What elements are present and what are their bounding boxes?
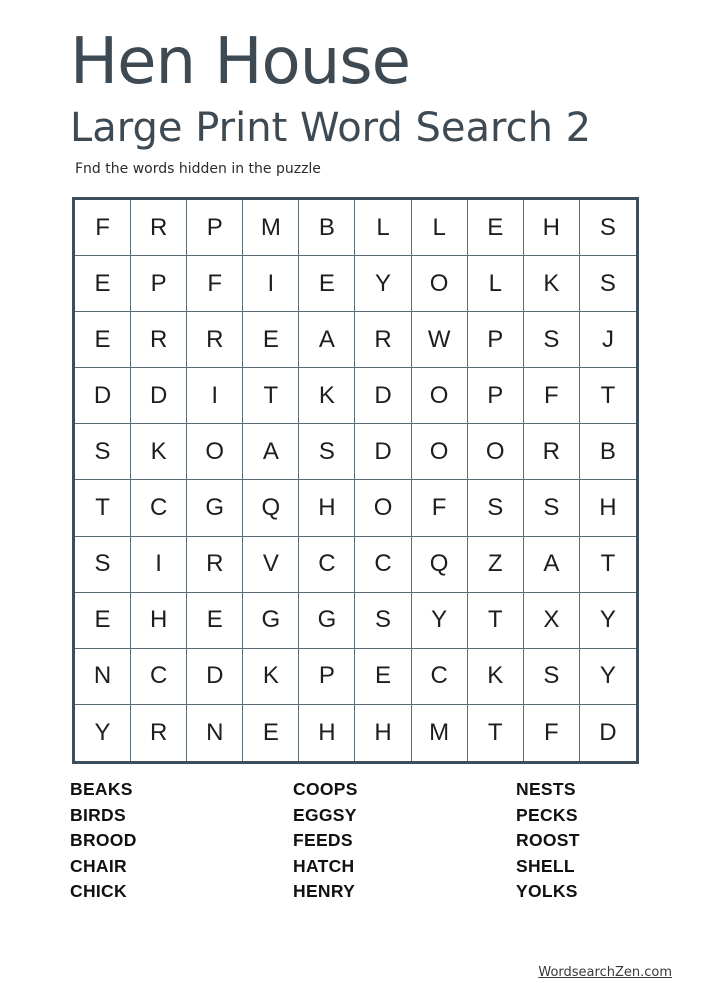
grid-cell: E — [187, 593, 243, 649]
grid-cell: G — [243, 593, 299, 649]
grid-cell: E — [299, 256, 355, 312]
grid-cell: L — [468, 256, 524, 312]
grid-cell: N — [75, 649, 131, 705]
grid-cell: S — [580, 256, 636, 312]
word-item: EGGSY — [293, 804, 357, 825]
grid-cell: S — [524, 649, 580, 705]
grid-cell: M — [412, 705, 468, 761]
word-item: PECKS — [516, 804, 578, 825]
grid-cell: B — [580, 424, 636, 480]
grid-cell: B — [299, 200, 355, 256]
grid-cell: E — [243, 705, 299, 761]
grid-cell: L — [355, 200, 411, 256]
grid-cell: P — [187, 200, 243, 256]
grid-cell: R — [187, 312, 243, 368]
grid-cell: C — [131, 649, 187, 705]
grid-cell: R — [187, 537, 243, 593]
word-item: COOPS — [293, 779, 358, 799]
grid-cell: T — [75, 480, 131, 536]
grid-cell: E — [75, 256, 131, 312]
grid-cell: K — [243, 649, 299, 705]
word-item: HENRY — [293, 881, 356, 902]
grid-cell: Y — [580, 649, 636, 705]
word-item: ROOST — [516, 830, 580, 851]
grid-cell: Y — [580, 593, 636, 649]
grid-cell: E — [75, 312, 131, 368]
grid-cell: D — [599, 718, 617, 746]
grid-cell: C — [131, 480, 187, 536]
grid-cell: L — [412, 200, 468, 256]
grid-cell: A — [243, 424, 299, 480]
grid-cell: K — [468, 649, 524, 705]
grid-cell: F — [524, 705, 580, 761]
grid-cell: P — [468, 368, 524, 424]
grid-cell: F — [412, 480, 468, 536]
grid-cell: F — [75, 200, 131, 256]
instructions-text: Fnd the words hidden in the puzzle — [75, 161, 321, 177]
word-item: BROOD — [70, 830, 137, 851]
word-item: FEEDS — [293, 830, 353, 851]
grid-cell: Y — [75, 705, 131, 761]
grid-cell: S — [299, 424, 355, 480]
grid-cell: T — [580, 368, 636, 424]
grid-cell: R — [524, 424, 580, 480]
grid-cell: D — [131, 368, 187, 424]
grid-cell: H — [131, 593, 187, 649]
grid-cell: T — [468, 593, 524, 649]
grid-cell: M — [243, 200, 299, 256]
grid-cell: K — [131, 424, 187, 480]
grid-cell: O — [412, 368, 468, 424]
grid-cell: S — [524, 312, 580, 368]
grid-cell: S — [75, 537, 131, 593]
page-title: Hen House — [70, 25, 410, 99]
word-column — [70, 777, 293, 905]
word-column — [293, 777, 516, 905]
grid-cell: K — [524, 256, 580, 312]
word-item: NESTS — [516, 779, 576, 799]
grid-cell: C — [299, 537, 355, 593]
word-list — [70, 777, 630, 905]
grid-cell: R — [131, 200, 187, 256]
grid-cell: P — [131, 256, 187, 312]
word-item: BEAKS — [70, 779, 133, 799]
word-item: YOLKS — [516, 881, 578, 902]
grid-cell: E — [355, 649, 411, 705]
word-column — [516, 777, 630, 905]
grid-cell: W — [412, 312, 468, 368]
grid-cell: E — [243, 312, 299, 368]
grid-cell: Q — [243, 480, 299, 536]
grid-cell: E — [468, 200, 524, 256]
grid-cell: I — [187, 368, 243, 424]
grid-cell: N — [187, 705, 243, 761]
grid-cell: D — [187, 649, 243, 705]
grid-cell: Q — [412, 537, 468, 593]
grid-cell: T — [580, 537, 636, 593]
grid-cell: P — [299, 649, 355, 705]
word-item: HATCH — [293, 855, 355, 876]
grid-cell: R — [131, 705, 187, 761]
word-item: CHICK — [70, 881, 127, 902]
grid-cell: V — [243, 537, 299, 593]
grid-cell: H — [524, 200, 580, 256]
grid-cell: S — [580, 200, 636, 256]
grid-cell: S — [355, 593, 411, 649]
grid-cell: O — [468, 424, 524, 480]
grid-cell: F — [187, 256, 243, 312]
grid-cell: D — [355, 424, 411, 480]
grid-cell: H — [355, 705, 411, 761]
word-item: BIRDS — [70, 804, 126, 825]
grid-cell: I — [131, 537, 187, 593]
grid-cell: O — [412, 424, 468, 480]
word-item: SHELL — [516, 855, 575, 876]
grid-cell: X — [524, 593, 580, 649]
grid-cell: G — [187, 480, 243, 536]
grid-cell: G — [299, 593, 355, 649]
grid-cell: I — [243, 256, 299, 312]
grid-cell: P — [468, 312, 524, 368]
grid-cell: S — [468, 480, 524, 536]
grid-cell: O — [355, 480, 411, 536]
puzzle-grid — [72, 197, 639, 764]
grid-cell: H — [580, 480, 636, 536]
grid-cell: R — [355, 312, 411, 368]
grid-cell: O — [187, 424, 243, 480]
grid-cell: K — [299, 368, 355, 424]
grid-cell: H — [299, 705, 355, 761]
grid-cell: C — [412, 649, 468, 705]
grid-cell: Z — [468, 537, 524, 593]
grid-cell: Y — [355, 256, 411, 312]
grid-cell: A — [524, 537, 580, 593]
grid-cell: Y — [412, 593, 468, 649]
grid-cell: J — [580, 312, 636, 368]
grid-cell: S — [524, 480, 580, 536]
word-item: CHAIR — [70, 855, 127, 876]
grid-cell: O — [412, 256, 468, 312]
grid-cell: T — [243, 368, 299, 424]
site-link[interactable]: WordsearchZen.com — [538, 965, 672, 980]
page-subtitle: Large Print Word Search 2 — [70, 105, 592, 151]
grid-cell: D — [355, 368, 411, 424]
grid-cell: S — [75, 424, 131, 480]
grid-cell: F — [524, 368, 580, 424]
grid-cell: A — [299, 312, 355, 368]
grid-cell: H — [299, 480, 355, 536]
grid-cell: C — [355, 537, 411, 593]
grid-cell: R — [131, 312, 187, 368]
grid-cell: E — [75, 593, 131, 649]
grid-cell: D — [75, 368, 131, 424]
grid-cell: T — [468, 705, 524, 761]
